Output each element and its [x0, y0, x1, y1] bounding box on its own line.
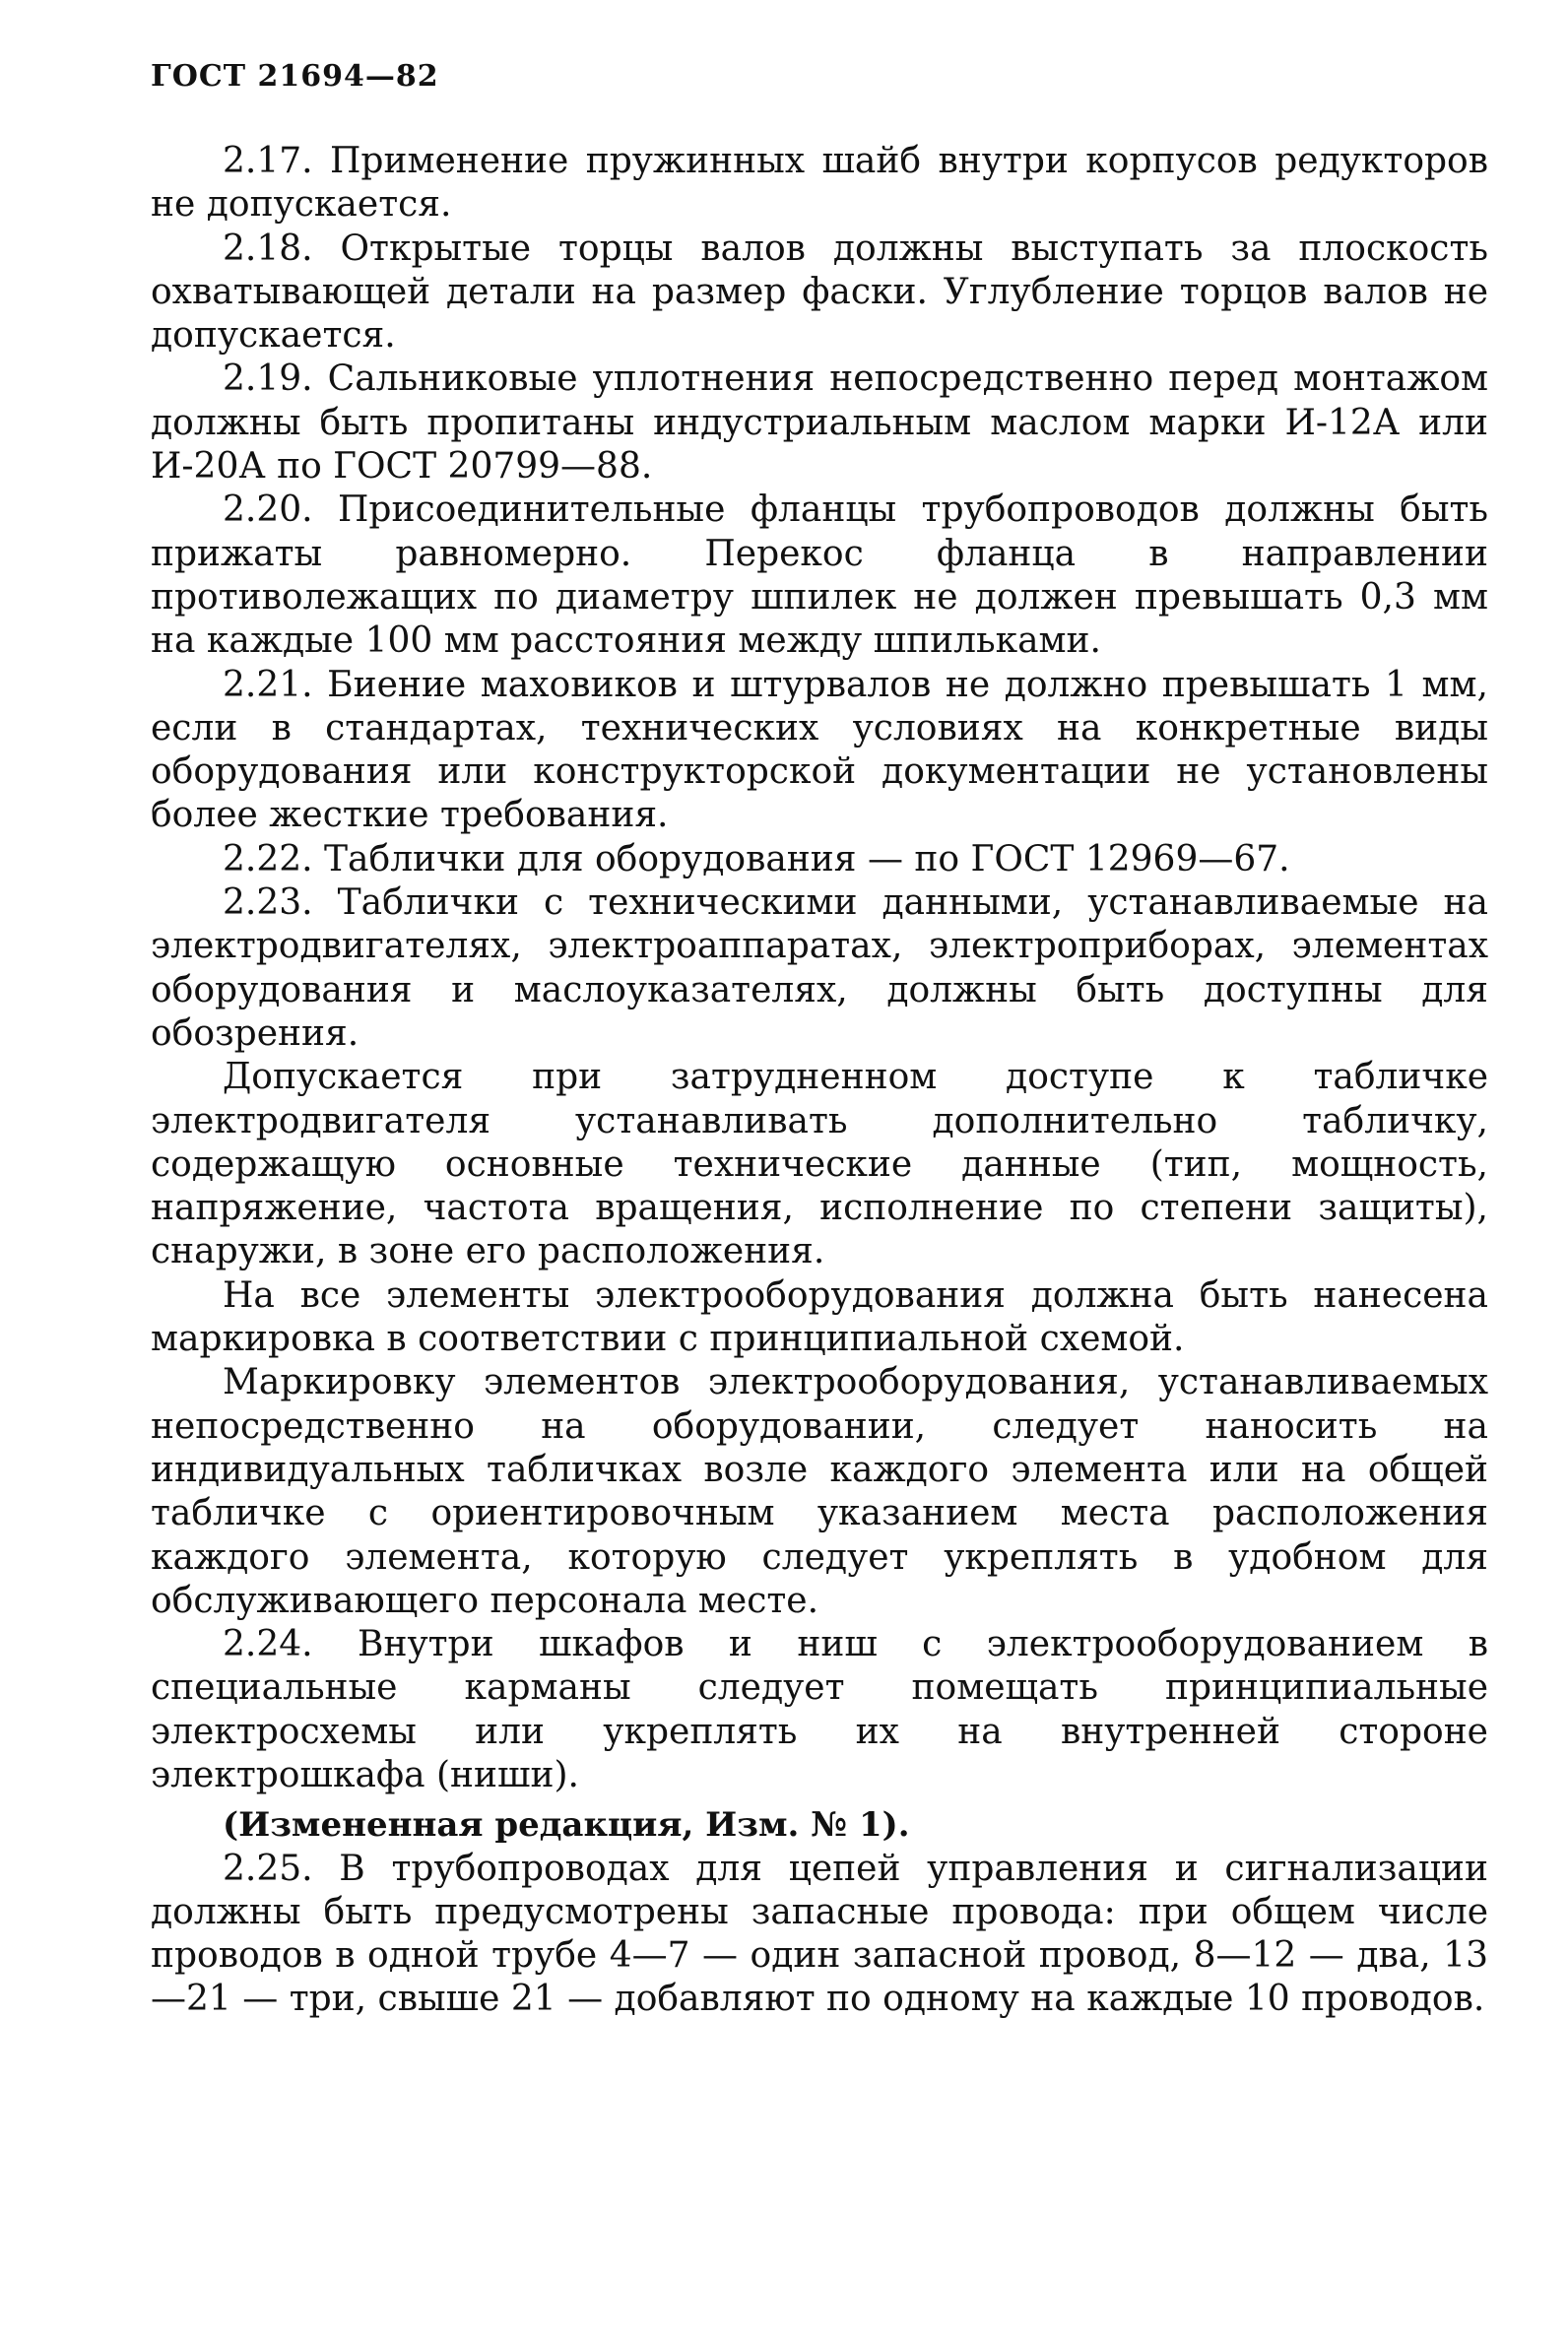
- paragraph-2-18: 2.18. Открытые торцы валов должны выступать за плоскость охватывающей детали на размер фаски. Углубление торцов валов не допускается.: [151, 228, 1488, 357]
- paragraph-2-17: 2.17. Применение пружинных шайб внутри корпусов редукторов не допускается.: [151, 141, 1488, 226]
- paragraph-2-23-nameplate: Допускается при затрудненном доступе к табличке электродвигателя устанавливать дополнительно табличку, содержащую основные технические данные (тип, мощность, напряжение, частота вращения, исполнение по степени защиты), снаружи, в зоне его расположения.: [151, 1057, 1488, 1272]
- paragraph-2-19: 2.19. Сальниковые уплотнения непосредственно перед монтажом должны быть пропитаны индустриальным маслом марки И-12А или И-20А по ГОСТ 20799—88.: [151, 358, 1488, 488]
- paragraph-2-25: 2.25. В трубопроводах для цепей управления и сигнализации должны быть предусмотрены запасные провода: при общем числе проводов в одной трубе 4—7 — один запасной провод, 8—12 — два, 13—21 — три, свыше 21 — добавляют по одному на каждые 10 проводов.: [151, 1848, 1488, 2020]
- paragraph-2-23: 2.23. Таблички с техническими данными, устанавливаемые на электродвигателях, электроаппаратах, электроприборах, элементах оборудования и маслоуказателях, должны быть доступны для обозрения.: [151, 882, 1488, 1054]
- paragraph-2-24: 2.24. Внутри шкафов и ниш с электрооборудованием в специальные карманы следует помещать принципиальные электросхемы или укреплять их на внутренней стороне электрошкафа (ниши).: [151, 1624, 1488, 1795]
- amendment-note: (Измененная редакция, Изм. № 1).: [223, 1805, 910, 1846]
- paragraph-2-23-marking: На все элементы электрооборудования должна быть нанесена маркировка в соответствии с принципиальной схемой.: [151, 1274, 1488, 1360]
- document-body: [151, 140, 1488, 2022]
- paragraph-2-20: 2.20. Присоединительные фланцы трубопроводов должны быть прижаты равномерно. Перекос фланца в направлении противолежащих по диаметру шпилек не должен превышать 0,3 мм на каждые 100 мм расстояния между шпильками.: [151, 489, 1488, 662]
- paragraph-2-21: 2.21. Биение маховиков и штурвалов не должно превышать 1 мм, если в стандартах, технических условиях на конкретные виды оборудования или конструкторской документации не установлены более жесткие требования.: [151, 664, 1488, 836]
- document-header: ГОСТ 21694—82: [151, 59, 439, 94]
- paragraph-2-23-marking-placement: Маркировку элементов электрооборудования, устанавливаемых непосредственно на оборудовании, следует наносить на индивидуальных табличках возле каждого элемента или на общей табличке с ориентировочным указанием места расположения каждого элемента, которую следует укреплять в удобном для обслуживающего персонала месте.: [151, 1362, 1488, 1621]
- paragraph-2-22: 2.22. Таблички для оборудования — по ГОСТ 12969—67.: [223, 838, 1290, 879]
